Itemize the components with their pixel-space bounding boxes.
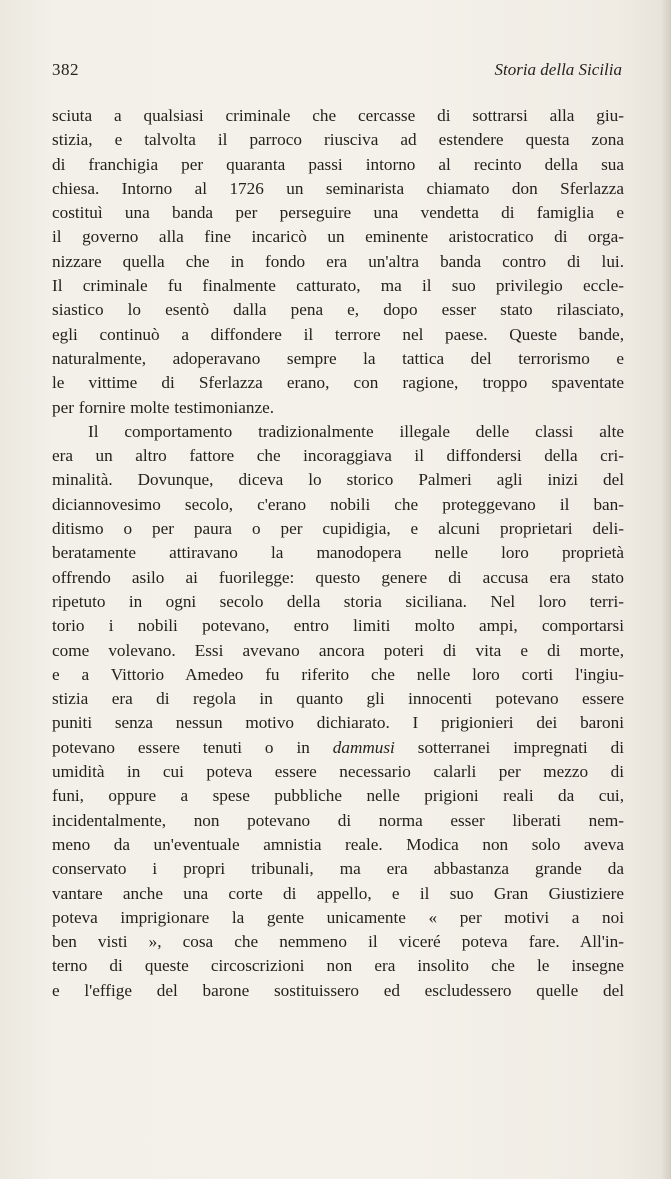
text-line: incidentalmente, non potevano di norma esser liberati nem- xyxy=(52,810,624,830)
body-text xyxy=(52,104,624,1003)
text-line: offrendo asilo ai fuorilegge: questo genere di accusa era stato xyxy=(52,567,624,587)
page-header xyxy=(52,60,622,90)
text-line: siastico lo esentò dalla pena e, dopo esser stato rilasciato, xyxy=(52,300,624,320)
paragraph-start-line: Il comportamento tradizionalmente illegale delle classi alte xyxy=(88,421,624,441)
text-line: Il criminale fu finalmente catturato, ma il suo privilegio eccle- xyxy=(52,276,624,296)
text-line: conservato i propri tribunali, ma era abbastanza grande da xyxy=(52,859,624,879)
text-line: come volevano. Essi avevano ancora poteri di vita e di morte, xyxy=(52,640,624,660)
text-line: meno da un'eventuale amnistia reale. Modica non solo aveva xyxy=(52,834,624,854)
text-line: terno di queste circoscrizioni non era insolito che le insegne xyxy=(52,956,624,976)
text-line: di franchigia per quaranta passi intorno al recinto della sua xyxy=(52,154,624,174)
text-line: puniti senza nessun motivo dichiarato. I prigionieri dei baroni xyxy=(52,713,624,733)
text-line: egli continuò a diffondere il terrore nel paese. Queste bande, xyxy=(52,324,624,344)
text-line: stizia, e talvolta il parroco riusciva ad estendere questa zona xyxy=(52,130,624,150)
text-line: le vittime di Sferlazza erano, con ragione, troppo spaventate xyxy=(52,373,624,393)
text-line: era un altro fattore che incoraggiava il diffondersi della cri- xyxy=(52,446,624,466)
text-line: ditismo o per paura o per cupidigia, e alcuni proprietari deli- xyxy=(52,519,624,539)
text-line: il governo alla fine incaricò un eminente aristocratico di orga- xyxy=(52,227,624,247)
text-line: costituì una banda per perseguire una vendetta di famiglia e xyxy=(52,203,624,223)
text-line: torio i nobili potevano, entro limiti molto ampi, comportarsi xyxy=(52,616,624,636)
line-end: sotterranei impregnati di xyxy=(394,737,624,757)
text-line: e l'effige del barone sostituissero ed escludessero quelle del xyxy=(52,980,624,1000)
text-line: beratamente attiravano la manodopera nelle loro proprietà xyxy=(52,543,624,563)
italic-term-dammusi: dammusi xyxy=(332,737,395,757)
page-number: 382 xyxy=(52,60,79,79)
text-line: funi, oppure a spese pubbliche nelle prigioni reali da cui, xyxy=(52,786,624,806)
text-line: e a Vittorio Amedeo fu riferito che nelle loro corti l'ingiu- xyxy=(52,664,624,684)
running-title: Storia della Sicilia xyxy=(494,60,622,79)
text-line: umidità in cui poteva essere necessario calarli per mezzo di xyxy=(52,762,624,782)
text-line: ben visti », cosa che nemmeno il viceré poteva fare. All'in- xyxy=(52,932,624,952)
text-line-with-italic xyxy=(52,736,624,760)
text-line: diciannovesimo secolo, c'erano nobili che proteggevano il ban- xyxy=(52,494,624,514)
text-line: nizzare quella che in fondo era un'altra banda contro di lui. xyxy=(52,251,624,271)
text-line: minalità. Dovunque, diceva lo storico Palmeri agli inizi del xyxy=(52,470,624,490)
text-line: chiesa. Intorno al 1726 un seminarista chiamato don Sferlazza xyxy=(52,178,624,198)
text-line: vantare anche una corte di appello, e il suo Gran Giustiziere xyxy=(52,883,624,903)
paragraph-end-line: per fornire molte testimonianze. xyxy=(52,397,274,417)
line-start: potevano essere tenuti o in xyxy=(52,737,333,757)
text-line: poteva imprigionare la gente unicamente « per motivi a noi xyxy=(52,907,624,927)
page-edge-shadow xyxy=(661,0,671,1179)
text-line: ripetuto in ogni secolo della storia siciliana. Nel loro terri- xyxy=(52,591,624,611)
text-line: sciuta a qualsiasi criminale che cercasse di sottrarsi alla giu- xyxy=(52,106,624,125)
text-line: stizia era di regola in quanto gli innocenti potevano essere xyxy=(52,689,624,709)
text-line: naturalmente, adoperavano sempre la tattica del terrorismo e xyxy=(52,348,624,368)
